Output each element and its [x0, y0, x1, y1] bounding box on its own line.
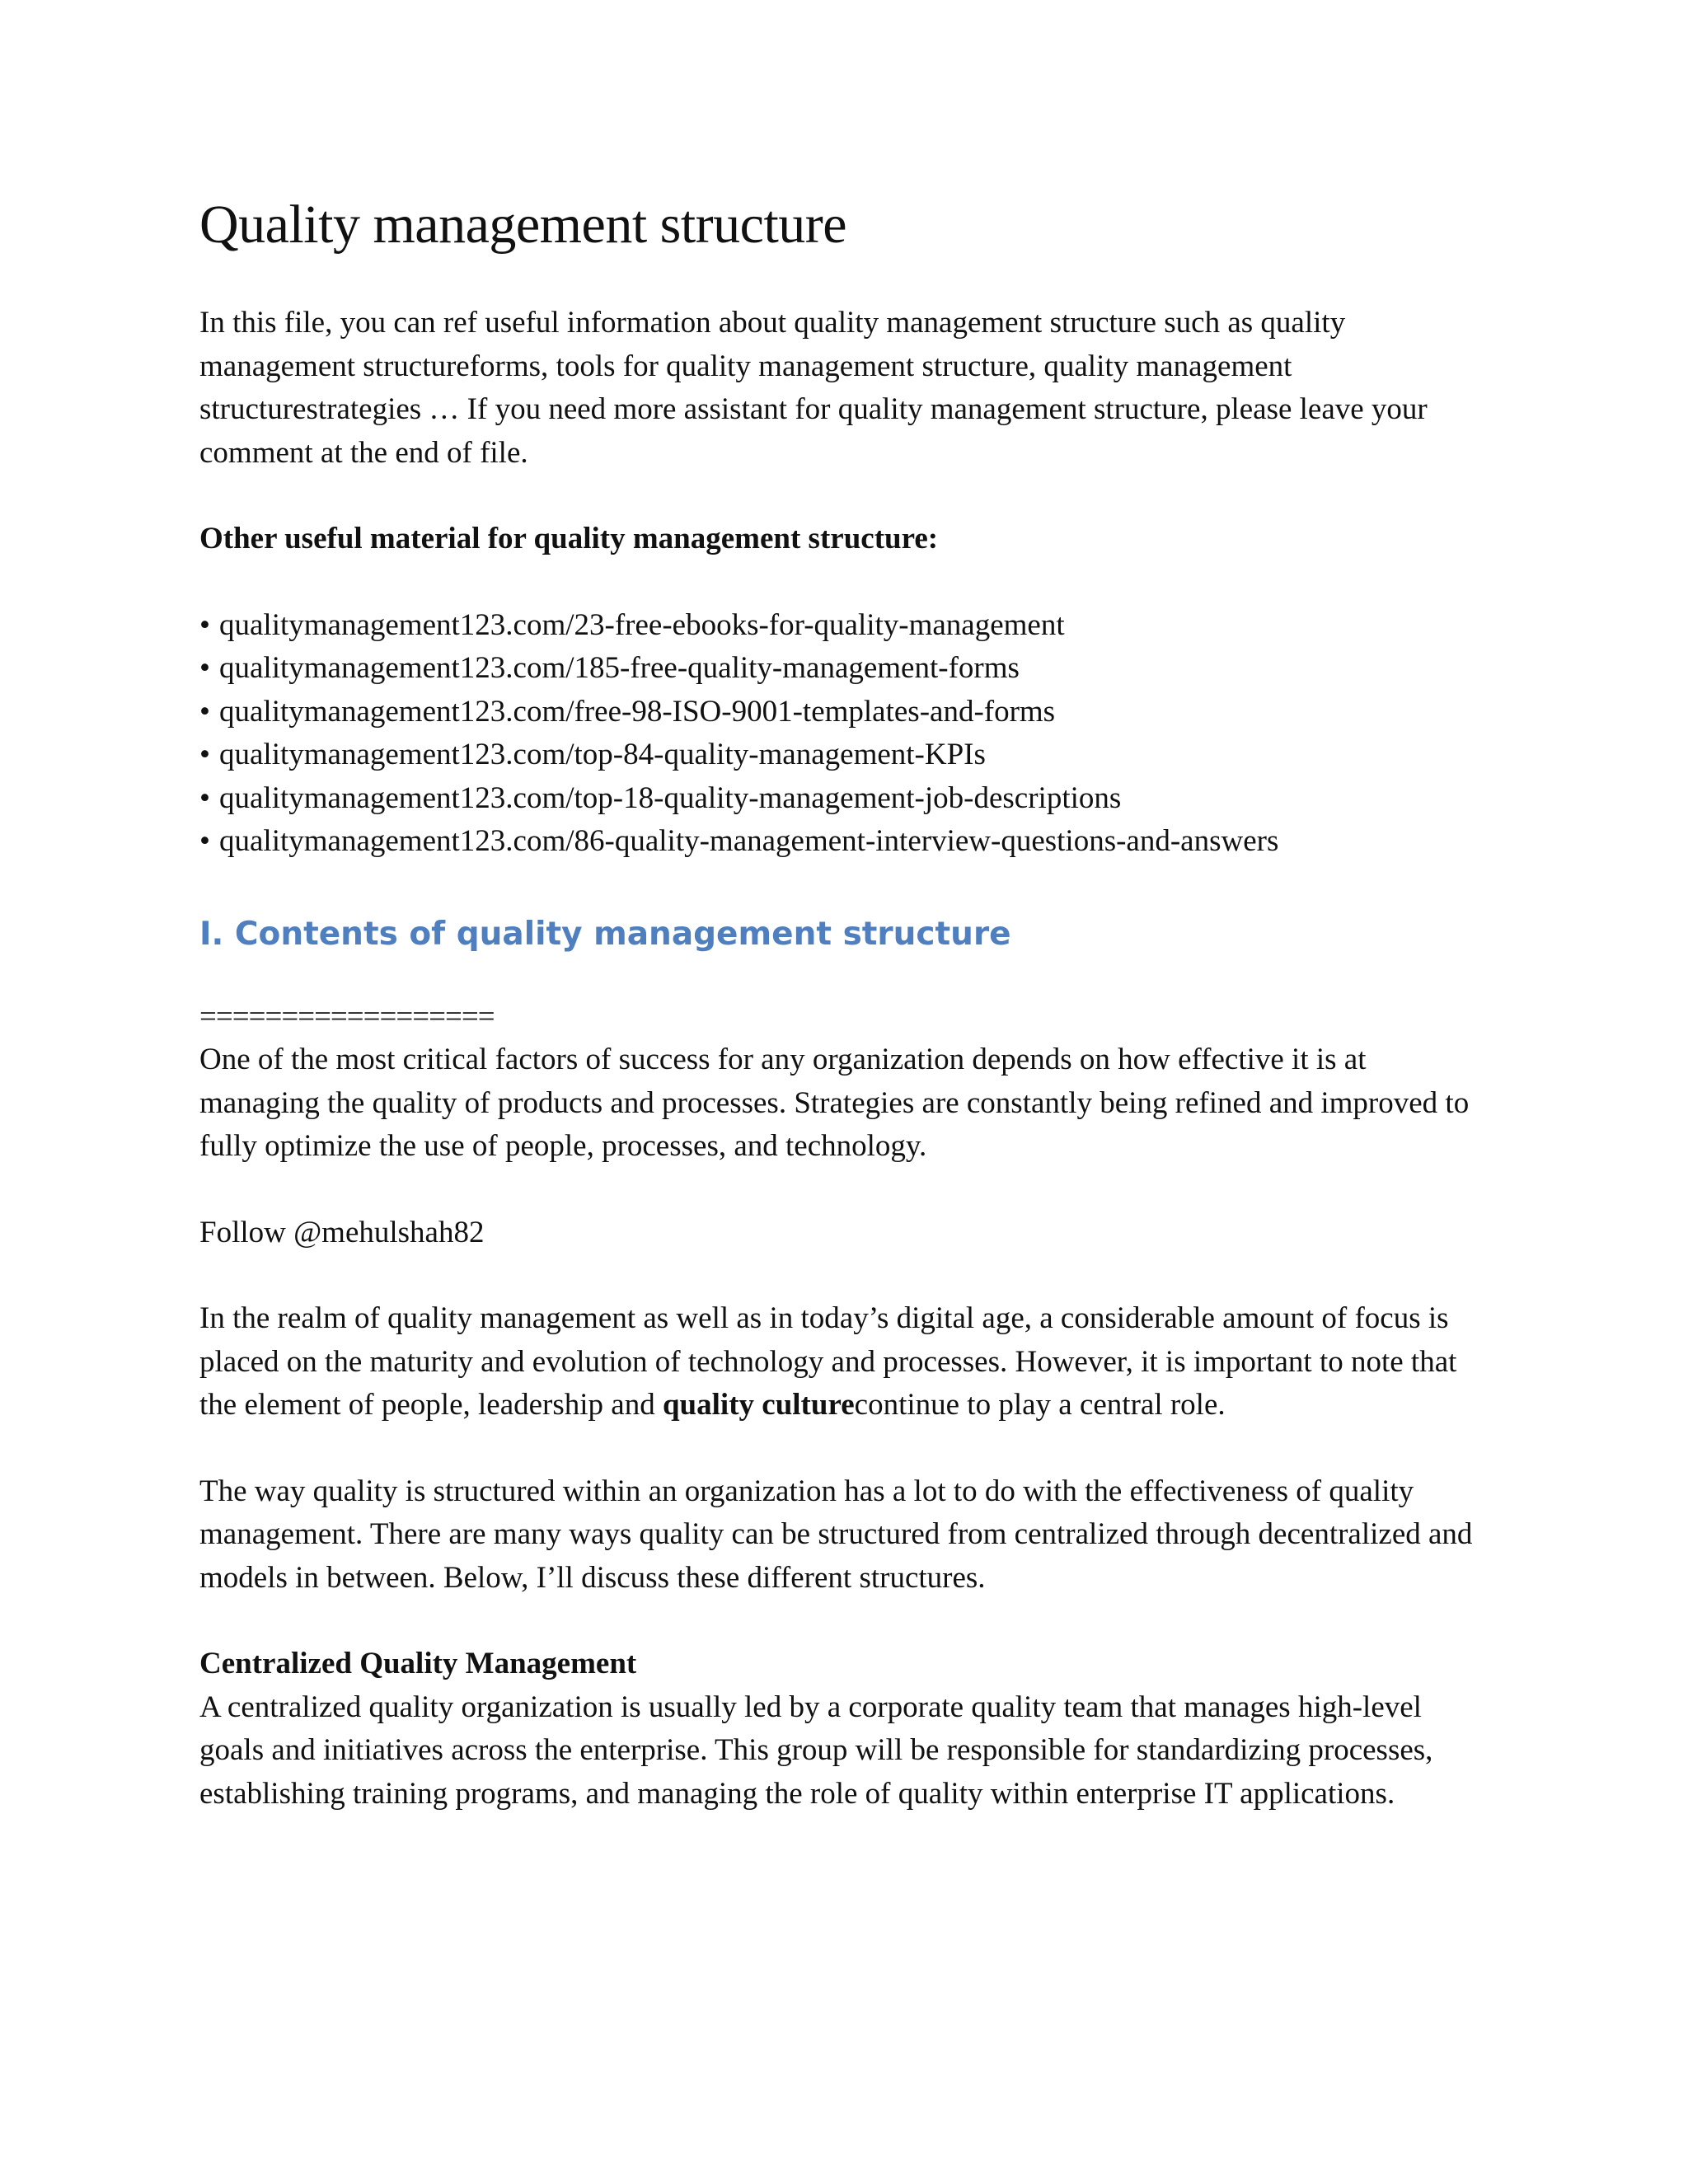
separator-line: ================== — [199, 999, 495, 1033]
paragraph-centralized: A centralized quality organization is usually led by a corporate quality team that manages high-level goals and initiatives across the enterprise. This group will be responsible for standardizing processes, establishing training programs, and managing the role of quality within enterprise IT applications. — [199, 1690, 1433, 1811]
bullet-icon: • — [199, 607, 210, 642]
bullet-icon: • — [199, 651, 210, 685]
document-page — [199, 188, 1485, 1816]
other-material-heading: Other useful material for quality management structure: — [199, 522, 939, 555]
bold-quality-culture: quality culture — [662, 1388, 855, 1422]
link-item[interactable] — [199, 777, 1485, 821]
link-item[interactable] — [199, 820, 1485, 864]
paragraph-text: continue to play a central role. — [854, 1388, 1226, 1422]
link-text[interactable]: qualitymanagement123.com/top-84-quality-management-KPIs — [219, 738, 986, 771]
paragraph-critical-factors: One of the most critical factors of success for any organization depends on how effective it is at managing the quality of products and processes. Strategies are constantly being refined and improved to fully optimize the use of people, processes, and technology. — [199, 1043, 1470, 1163]
document-title: Quality management structure — [199, 194, 847, 255]
link-text[interactable]: qualitymanagement123.com/free-98-ISO-9001-templates-and-forms — [219, 694, 1056, 729]
link-text[interactable]: qualitymanagement123.com/86-quality-management-interview-questions-and-answers — [219, 824, 1279, 858]
link-item[interactable] — [199, 733, 1485, 777]
centralized-heading: Centralized Quality Management — [199, 1647, 637, 1680]
bullet-icon: • — [199, 694, 210, 729]
intro-paragraph: In this file, you can ref useful information about quality management structure such as quality management structureforms, tools for quality management structure, quality management structurestrategies … If you need more assistant for quality management structure, please leave your comment at the end of file. — [199, 306, 1428, 470]
useful-links-list — [199, 604, 1485, 864]
link-text[interactable]: qualitymanagement123.com/185-free-quality-management-forms — [219, 651, 1020, 685]
link-text[interactable]: qualitymanagement123.com/23-free-ebooks-for-quality-management — [219, 607, 1065, 642]
bullet-icon: • — [199, 738, 210, 771]
bullet-icon: • — [199, 780, 210, 815]
bullet-icon: • — [199, 824, 210, 858]
paragraph-text: In the realm of quality management as well as in today’s digital age, a considerable amount of focus is placed on the maturity and evolution of technology and processes. However, it is important to note that the element of people, leadership and — [199, 1301, 1457, 1422]
paragraph-quality-culture — [199, 1297, 1485, 1427]
paragraph-structure: The way quality is structured within an organization has a lot to do with the effectiveness of quality management. There are many ways quality can be structured from centralized through decentralized and models in between. Below, I’ll discuss these different structures. — [199, 1474, 1473, 1595]
link-item[interactable] — [199, 647, 1485, 691]
link-item[interactable] — [199, 604, 1485, 648]
link-text[interactable]: qualitymanagement123.com/top-18-quality-management-job-descriptions — [219, 780, 1122, 815]
follow-text: Follow @mehulshah82 — [199, 1215, 485, 1249]
section-heading-contents: I. Contents of quality management structure — [199, 915, 1011, 953]
link-item[interactable] — [199, 691, 1485, 734]
